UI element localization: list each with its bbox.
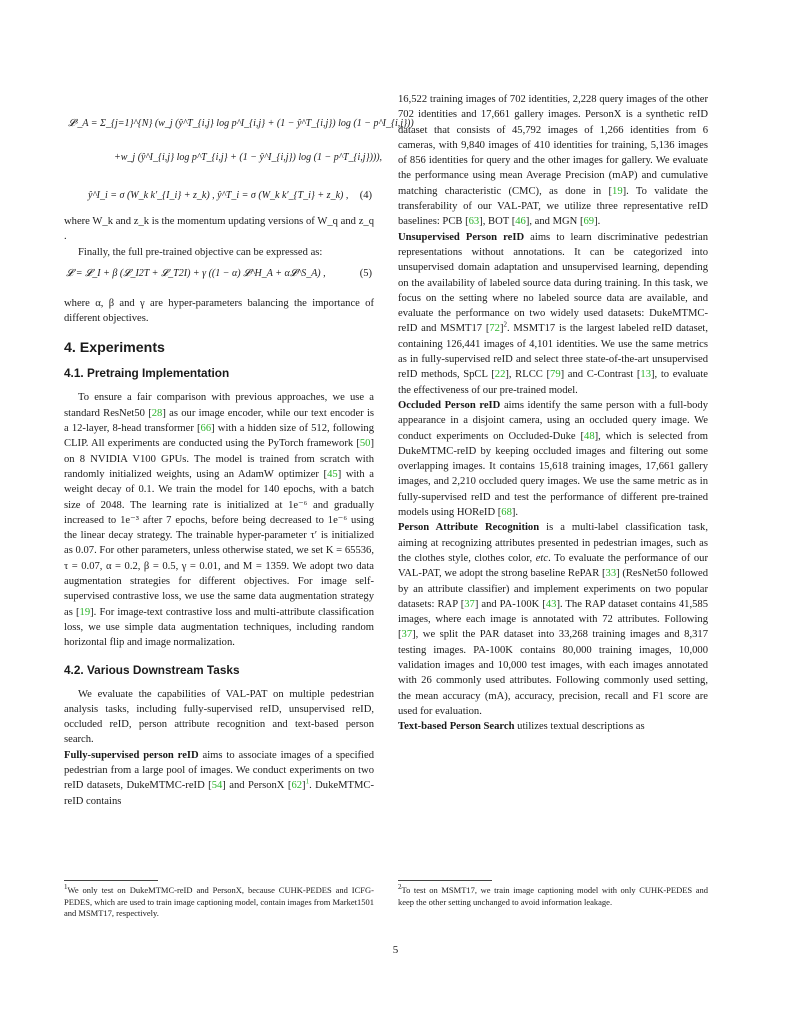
- equation-5: [64, 262, 374, 288]
- footnote-2: [398, 885, 708, 908]
- citation-link[interactable]: 45: [327, 468, 338, 480]
- fully-supervised-paragraph: [64, 748, 374, 809]
- citation-link[interactable]: 50: [359, 438, 371, 450]
- hyperparam-paragraph: where α, β and γ are hyper-parameters balancing the importance of different objectives.: [64, 297, 374, 325]
- text-span: ].: [511, 507, 519, 519]
- subsection-heading-downstream: 4.2. Various Downstream Tasks: [64, 662, 240, 677]
- text-span: ] and C-Contrast [: [560, 369, 641, 381]
- occluded-paragraph: [398, 398, 708, 520]
- text-span: ] (ResNet50 followed by an attribute classifier) and implement experiments on two popular datasets: RAP [: [398, 568, 709, 610]
- unsupervised-paragraph: [398, 230, 708, 398]
- text-span: ], and MGN [: [525, 216, 584, 228]
- page-number: 5: [392, 944, 399, 956]
- citation-link[interactable]: 69: [583, 216, 595, 228]
- footnote-2-mark: 2: [398, 883, 402, 892]
- text-span: ], RLCC [: [505, 369, 551, 381]
- right-column: [398, 92, 708, 734]
- pretraining-paragraph: [64, 390, 374, 650]
- text-span: aims to learn discriminative pedestrian representations without annotations. It can be categorized into unsupervised domain adaptation and unsupervised learning, depending on the availability of labeled source data during training. In this task, we focus on the setting where no labeled source data are available, and evaluate the performance on two widely used datasets: DukeMTMC-reID and MSMT17 [: [398, 231, 708, 335]
- text-span: 16,522 training images of 702 identities, 2,228 query images of the other 702 identities and 17,661 gallery images. PersonX is a synthetic reID dataset that consists of 45,792 images of 1,266 identities from 6 cameras, with 9,840 images of 410 identities for training, 5,136 images of 856 identities for query and the other images for gallery. We evaluate the performance using mean Average Precision (mAP) and cumulative matching characteristic (CMC), as done in [: [398, 94, 708, 197]
- text-span: utilizes textual descriptions as: [514, 721, 645, 733]
- text-span: ] and PA-100K [: [474, 598, 546, 610]
- citation-link[interactable]: 48: [584, 430, 595, 442]
- citation-link[interactable]: 37: [464, 598, 475, 610]
- text-span: ]: [302, 780, 306, 792]
- text-span: ] on 8 NVIDIA V100 GPUs. The model is trained from scratch with randomly initialized weights, using an AdamW optimizer [: [64, 438, 374, 480]
- equation-3-line-1: 𝓛ˢ_A = Σ_{j=1}^{N} (w_j (ŷ^T_{i,j} log p^I_{i,j} + (1 − ŷ^T_{i,j}) log (1 − p^I_{i,j})): [68, 118, 414, 129]
- citation-link[interactable]: 19: [79, 606, 91, 618]
- citation-link[interactable]: 54: [211, 780, 223, 792]
- text-span: aims identify the same person with a full-body appearance in a disjoint camera, using an occluded query image. We conduct experiments on Occluded-Duke [: [398, 399, 709, 442]
- citation-link[interactable]: 28: [151, 407, 163, 419]
- text-span: ], we split the PAR dataset into 33,268 training images and 8,317 testing images. PA-100K contains 80,000 training images, 10,000 validation images and 10,000 test images, with each images annotated with 26 commonly used attributes. Following commonly used setting, the mean accuracy (mA), accuracy, precision, recall and F1 score are used for evaluation.: [398, 629, 708, 717]
- footnote-1-text: We only test on DukeMTMC-reID and PersonX, because CUHK-PEDES and ICFG-PEDES, which are used to train image captioning model, contain images from Market1501 and MSMT17, respectively.: [64, 885, 374, 919]
- equation-3-line-2: +w_j (ŷ^I_{i,j} log p^T_{i,j} + (1 − ŷ^I_{i,j}) log (1 − p^T_{i,j}))),: [114, 152, 383, 163]
- text-span: ], which is selected from DukeMTMC-reID by keeping occluded images and filtering out some overlapping images. It contains 15,618 training images, 17,661 gallery images, and 2,210 occluded query images. We use the same metric as in fully-supervised reID and test the performance of different pre-trained models using HOReID [: [398, 430, 708, 519]
- text-span: ] and PersonX [: [222, 780, 292, 792]
- occluded-heading: Occluded Person reID: [398, 399, 501, 411]
- text-span: To ensure a fair comparison with previous approaches, we use a standard ResNet50 [: [64, 392, 374, 419]
- equation-3: [64, 92, 414, 170]
- citation-link[interactable]: 46: [515, 216, 526, 228]
- text-span: aims to associate images of a specified pedestrian from a large pool of images. We conduct experiments on two reID datasets, DukeMTMC-reID [: [64, 749, 374, 792]
- text-span: ]. The RAP dataset contains 41,585 images, where each image is annotated with 72 attributes. Following [: [398, 598, 708, 641]
- text-span: ]. To validate the transferability of our VAL-PAT, we utilize three representative reID baselines: PCB [: [398, 185, 708, 228]
- text-span: is a multi-label classification task, aiming at recognizing attributes presented in pedestrian images, such as the clothes style, clothes color,: [398, 522, 708, 564]
- footnote-rule: [398, 880, 492, 881]
- citation-link[interactable]: 63: [468, 216, 480, 228]
- finally-paragraph: Finally, the full pre-trained objective can be expressed as:: [78, 246, 323, 258]
- text-span: ] as our image encoder, while our text encoder is a 12-layer, 8-head transformer [: [64, 407, 375, 435]
- text-based-search-heading: Text-based Person Search: [398, 721, 515, 733]
- citation-link[interactable]: 22: [494, 369, 506, 381]
- equation-4-body: ŷ^I_i = σ (W_k k′_{I_i} + z_k) , ŷ^T_i = σ (W_k k′_{T_i} + z_k) ,: [88, 190, 349, 201]
- text-span: ] with a weight decay of 0.1. We train the model for 140 epochs, with a batch size of 2048. The learning rate is initialized at 1e⁻⁶ and gradually increased to 1e⁻³ after 7 epochs, before being decreased to 1e⁻⁶ using the linear decay strategy. The trainable hyper-parameter τ′ is initialized as 0.07. For other parameters, unless otherwise stated, we set K = 65536, τ = 0.07, α = 0.2, β = 0.5, γ = 0.01, and M = 1359. We adopt two data augmentation strategies for different objectives. For image self-supervised contrastive loss, we use the same data augmentation strategy as [: [64, 468, 374, 618]
- footnote-rule: [64, 880, 158, 881]
- citation-link[interactable]: 66: [200, 423, 212, 435]
- where-paragraph: where W_k and z_k is the momentum updating versions of W_q and z_q .: [64, 216, 374, 243]
- unsupervised-heading: Unsupervised Person reID: [398, 231, 525, 243]
- text-span: ]: [499, 323, 504, 335]
- citation-link[interactable]: 33: [605, 568, 617, 580]
- text-span: ]. For image-text contrastive loss and multi-attribute classification loss, we use simple data augmentation techniques, including random horizontal flip and image normalization.: [64, 606, 374, 649]
- text-span: . To evaluate the performance of our VAL-PAT, we adopt the strong baseline RePAR [: [398, 552, 708, 580]
- text-based-search-paragraph: [398, 719, 708, 734]
- attribute-recognition-heading: Person Attribute Recognition: [398, 522, 540, 534]
- text-span: ], to evaluate the effectiveness of our pre-trained model.: [398, 369, 708, 396]
- text-span: etc: [535, 552, 549, 564]
- downstream-paragraph: We evaluate the capabilities of VAL-PAT on multiple pedestrian analysis tasks, including fully-supervised reID, unsupervised reID, occluded reID, person attribute recognition and text-based person search.: [64, 688, 374, 746]
- citation-link[interactable]: 68: [501, 507, 512, 519]
- section-heading-experiments: 4. Experiments: [64, 340, 165, 357]
- citation-link[interactable]: 79: [550, 369, 561, 381]
- citation-link[interactable]: 43: [545, 598, 557, 610]
- footnote-marker[interactable]: 2: [503, 320, 507, 329]
- subsection-heading-pretraining: 4.1. Pretraing Implementation: [64, 366, 230, 381]
- citation-link[interactable]: 19: [612, 185, 623, 197]
- text-span: . MSMT17 is the largest labeled reID dataset, containing 126,441 images of 4,101 identities. We use the same metrics as in fully-supervised reID and select three state-of-the-art unsupervised reID methods, SpCL [: [398, 323, 709, 381]
- continued-paragraph: [398, 92, 708, 230]
- citation-link[interactable]: 72: [489, 323, 500, 335]
- text-span: ].: [594, 216, 601, 228]
- footnote-marker[interactable]: 1: [305, 777, 310, 786]
- equation-4: [64, 184, 374, 214]
- citation-link[interactable]: 13: [640, 369, 651, 381]
- citation-link[interactable]: 62: [291, 780, 303, 792]
- attribute-recognition-paragraph: [398, 520, 708, 719]
- equation-4-number: (4): [359, 190, 372, 201]
- footnote-1: [64, 885, 374, 920]
- fully-supervised-heading: Fully-supervised person reID: [64, 749, 199, 761]
- citation-link[interactable]: 37: [401, 629, 413, 641]
- footnote-1-mark: 1: [64, 883, 68, 892]
- equation-5-number: (5): [359, 267, 372, 279]
- text-span: ] with a hidden size of 512, following CLIP. All experiments are conducted using the PyTorch framework [: [64, 423, 374, 450]
- text-span: . DukeMTMC-reID contains: [64, 780, 374, 807]
- text-span: ], BOT [: [479, 216, 516, 228]
- equation-5-body: 𝓛 = 𝓛_I + β (𝓛_I2T + 𝓛_T2I) + γ ((1 − α) 𝓛^H_A + α𝓛^S_A) ,: [66, 267, 326, 279]
- footnote-2-text: To test on MSMT17, we train image captioning model with only CUHK-PEDES and keep the other setting unchanged to avoid information leakage.: [398, 885, 708, 907]
